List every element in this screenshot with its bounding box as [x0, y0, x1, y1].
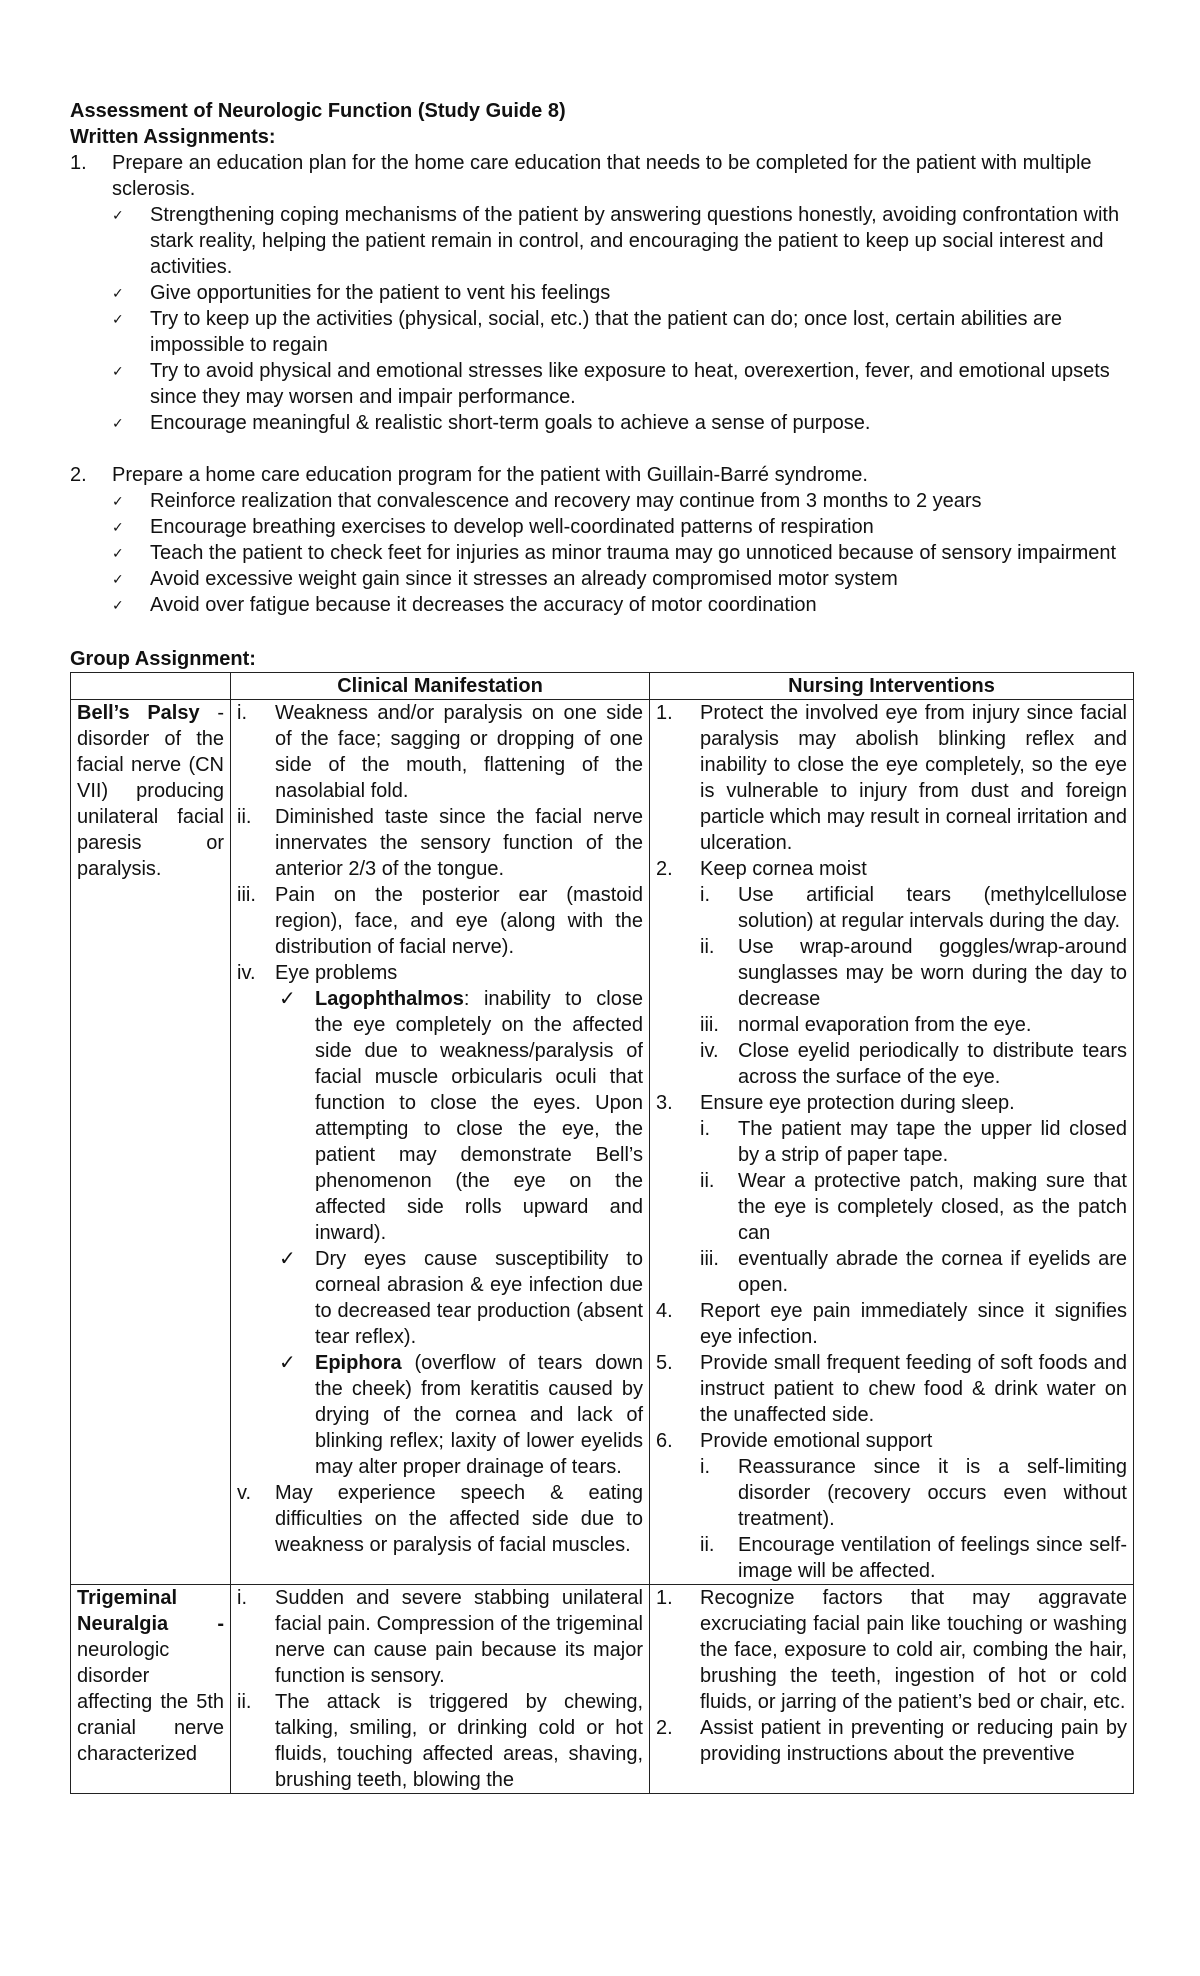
assignment-prompt: Prepare an education plan for the home care education that needs to be completed for the patient with multiple sclerosis.	[112, 152, 1092, 200]
list-item: ii. Encourage ventilation of feelings since self-image will be affected.	[700, 1534, 1127, 1582]
check-icon: ✓	[112, 597, 124, 613]
list-item: ✓ Encourage breathing exercises to develop well-coordinated patterns of respiration	[112, 516, 874, 538]
list-item: i. Sudden and severe stabbing unilateral facial pain. Compression of the trigeminal nerve can cause pain because its major function is sensory.	[237, 1587, 643, 1687]
check-icon: ✓	[112, 311, 124, 327]
check-icon: ✓	[112, 363, 124, 379]
document-title: Assessment of Neurologic Function (Study Guide 8)	[70, 100, 566, 122]
sub-list	[700, 1116, 1127, 1298]
list-item: ii. Wear a protective patch, making sure that the eye is completely closed, as the patch can	[700, 1170, 1127, 1244]
check-icon: ✓	[279, 988, 296, 1010]
assignment-items	[112, 488, 1130, 618]
condition-cell	[71, 1585, 231, 1794]
condition-description: - disorder of the facial nerve (CN VII) producing unilateral facial paresis or paralysis.	[77, 702, 224, 880]
check-icon: ✓	[112, 571, 124, 587]
check-icon: ✓	[112, 493, 124, 509]
list-item: ✓ Give opportunities for the patient to vent his feelings	[112, 282, 611, 304]
list-item: ✓ Avoid over fatigue because it decreases the accuracy of motor coordination	[112, 594, 817, 616]
clinical-list	[237, 700, 643, 1558]
check-icon: ✓	[112, 545, 124, 561]
list-item: i. Reassurance since it is a self-limiting disorder (recovery occurs even without treatment).	[700, 1456, 1127, 1530]
check-icon: ✓	[279, 1248, 296, 1270]
list-item: i. Use artificial tears (methylcellulose solution) at regular intervals during the day.	[700, 884, 1127, 932]
list-item: 2. Keep cornea moist i. Use artificial tears (methylcellulose solution) at regular intervals during the day. ii. Use wrap-around goggles/wrap-around sunglasses may be worn during the day to decrease iii. normal evaporation from the eye. iv. Close eyelid periodically to distribute tears across the surface of the eye.	[656, 858, 1127, 1088]
assignment-number: 1.	[70, 152, 87, 174]
table-header-nursing: Nursing Interventions	[650, 673, 1134, 700]
check-icon: ✓	[112, 285, 124, 301]
condition-name: Bell’s Palsy	[77, 702, 200, 724]
list-item: ii. The attack is triggered by chewing, talking, smiling, or drinking cold or hot fluids, touching affected areas, shaving, brushing teeth, blowing the	[237, 1691, 643, 1791]
condition-name: Trigeminal Neuralgia -	[77, 1587, 224, 1635]
table-row-bells-palsy	[71, 700, 1134, 1585]
condition-description: neurologic disorder affecting the 5th cranial nerve characterized	[77, 1639, 224, 1765]
clinical-list	[237, 1585, 643, 1793]
list-item: 5. Provide small frequent feeding of soft foods and instruct patient to chew food & drink water on the unaffected side.	[656, 1352, 1127, 1426]
list-item: 4. Report eye pain immediately since it signifies eye infection.	[656, 1300, 1127, 1348]
written-assignment-1	[70, 150, 1130, 436]
nursing-cell	[650, 700, 1134, 1585]
spacer	[70, 618, 1130, 644]
assignment-items	[112, 202, 1130, 436]
list-item: 1. Recognize factors that may aggravate excruciating facial pain like touching or washing the face, exposure to cold air, combing the hair, brushing the teeth, ingestion of hot or cold fluids, or jarring of the patient’s bed or chair, etc.	[656, 1587, 1127, 1713]
spacer	[70, 436, 1130, 462]
check-icon: ✓	[112, 415, 124, 431]
clinical-cell	[231, 1585, 650, 1794]
list-item: ✓ Teach the patient to check feet for injuries as minor trauma may go unnoticed because of sensory impairment	[112, 542, 1117, 564]
list-item: iii. eventually abrade the cornea if eyelids are open.	[700, 1248, 1127, 1296]
assignment-prompt: Prepare a home care education program for the patient with Guillain-Barré syndrome.	[112, 464, 868, 486]
table-row-trigeminal-neuralgia	[71, 1585, 1134, 1794]
list-item: ii. Diminished taste since the facial nerve innervates the sensory function of the anterior 2/3 of the tongue.	[237, 806, 643, 880]
list-item: ✓ Epiphora (overflow of tears down the cheek) from keratitis caused by drying of the cornea and lack of blinking reflex; laxity of lower eyelids may alter proper drainage of tears.	[279, 1352, 643, 1478]
group-assignment-table	[70, 672, 1134, 1794]
sub-list	[700, 1454, 1127, 1584]
eye-problems-list	[275, 986, 643, 1480]
check-icon: ✓	[112, 519, 124, 535]
table-header-empty	[71, 673, 231, 700]
table-header-clinical: Clinical Manifestation	[231, 673, 650, 700]
list-item: i. The patient may tape the upper lid closed by a strip of paper tape.	[700, 1118, 1127, 1166]
list-item: 6. Provide emotional support i. Reassurance since it is a self-limiting disorder (recovery occurs even without treatment). ii. Encourage ventilation of feelings since self-image will be affected.	[656, 1430, 1127, 1582]
list-item: iv. Close eyelid periodically to distribute tears across the surface of the eye.	[700, 1040, 1127, 1088]
list-item: iv. Eye problems ✓ Lagophthalmos: inability to close the eye completely on the affected side due to weakness/paralysis of facial muscle orbicularis oculi that function to close the eyes. Upon attempting to close the eye, the patient may demonstrate Bell’s phenomenon (the eye on the affected side rolls upward and inward). ✓ Dry eyes cause susceptibility to corneal abrasion & eye infection due to decreased tear production (absent tear reflex). ✓ Epiphora (overflow of tears down the cheek) from keratitis caused by drying of the cornea and lack of blinking reflex; laxity of lower eyelids may alter proper drainage of tears.	[237, 962, 643, 1478]
list-item: i. Weakness and/or paralysis on one side of the face; sagging or dropping of one side of the mouth, flattening of the nasolabial fold.	[237, 702, 643, 802]
clinical-cell	[231, 700, 650, 1585]
group-assignment-heading: Group Assignment:	[70, 648, 256, 670]
list-item: v. May experience speech & eating difficulties on the affected side due to weakness or paralysis of facial muscles.	[237, 1482, 643, 1556]
written-assignments-heading: Written Assignments:	[70, 126, 276, 148]
nursing-list	[656, 1585, 1127, 1767]
list-item: iii. Pain on the posterior ear (mastoid region), face, and eye (along with the distribution of facial nerve).	[237, 884, 643, 958]
list-item: iii. normal evaporation from the eye.	[700, 1014, 1032, 1036]
list-item: ✓ Dry eyes cause susceptibility to corneal abrasion & eye infection due to decreased tear production (absent tear reflex).	[279, 1248, 643, 1348]
condition-cell	[71, 700, 231, 1585]
list-item: ✓ Encourage meaningful & realistic short-term goals to achieve a sense of purpose.	[112, 412, 871, 434]
list-item: 2. Assist patient in preventing or reducing pain by providing instructions about the preventive	[656, 1717, 1127, 1765]
assignment-number: 2.	[70, 464, 87, 486]
list-item: 3. Ensure eye protection during sleep. i. The patient may tape the upper lid closed by a strip of paper tape. ii. Wear a protective patch, making sure that the eye is completely closed, as the patch can iii. eventually abrade the cornea if eyelids are open.	[656, 1092, 1127, 1296]
nursing-cell	[650, 1585, 1134, 1794]
list-item: ✓ Avoid excessive weight gain since it stresses an already compromised motor system	[112, 568, 898, 590]
written-assignment-2	[70, 462, 1130, 618]
list-item: ✓ Lagophthalmos: inability to close the eye completely on the affected side due to weakness/paralysis of facial muscle orbicularis oculi that function to close the eyes. Upon attempting to close the eye, the patient may demonstrate Bell’s phenomenon (the eye on the affected side rolls upward and inward).	[279, 988, 643, 1244]
check-icon: ✓	[279, 1352, 296, 1374]
list-item: ✓ Strengthening coping mechanisms of the patient by answering questions honestly, avoiding confrontation with stark reality, helping the patient remain in control, and encouraging the patient to keep up social interest and activities.	[112, 204, 1120, 278]
nursing-list	[656, 700, 1127, 1584]
sub-list	[700, 882, 1127, 1090]
table-header-row	[71, 673, 1134, 700]
check-icon: ✓	[112, 207, 124, 223]
list-item: ✓ Reinforce realization that convalescence and recovery may continue from 3 months to 2 years	[112, 490, 982, 512]
written-assignments-list	[70, 150, 1130, 618]
list-item: ✓ Try to keep up the activities (physical, social, etc.) that the patient can do; once lost, certain abilities are impossible to regain	[112, 308, 1062, 356]
list-item: ✓ Try to avoid physical and emotional stresses like exposure to heat, overexertion, fever, and emotional upsets since they may worsen and impair performance.	[112, 360, 1110, 408]
list-item: 1. Protect the involved eye from injury since facial paralysis may abolish blinking reflex and inability to close the eye completely, so the eye is vulnerable to injury from dust and foreign particle which may result in corneal irritation and ulceration.	[656, 702, 1127, 854]
list-item: ii. Use wrap-around goggles/wrap-around sunglasses may be worn during the day to decrease	[700, 936, 1127, 1010]
